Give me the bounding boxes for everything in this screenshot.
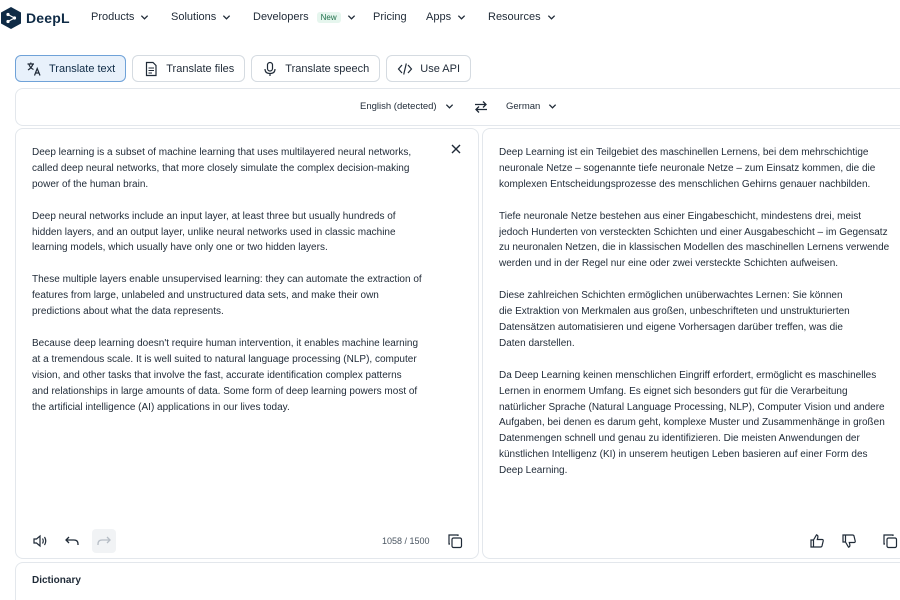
source-language-selector[interactable] [360, 101, 454, 112]
speaker-icon[interactable] [32, 533, 48, 549]
translate-speech-label: Translate speech [285, 62, 370, 75]
chevron-down-icon [548, 102, 557, 111]
translate-files-label: Translate files [166, 62, 235, 75]
target-language-selector[interactable] [506, 101, 557, 112]
nav-apps[interactable] [426, 11, 466, 23]
nav-pricing-label: Pricing [373, 11, 407, 23]
close-icon[interactable] [450, 143, 462, 155]
translation-mode-tabs [15, 55, 471, 82]
translate-text-button[interactable] [15, 55, 126, 82]
translate-files-button[interactable] [132, 55, 245, 82]
nav-solutions[interactable] [171, 11, 231, 23]
code-icon [397, 61, 413, 77]
nav-resources-label: Resources [488, 11, 541, 23]
redo-button[interactable] [92, 529, 116, 553]
dictionary-title: Dictionary [32, 575, 81, 586]
source-textarea[interactable]: Deep learning is a subset of machine learning that uses multilayered neural networks, called deep neural networks, that more closely simulate the complex decision-making power of the human brain. Deep neural networks include an input layer, at least three but usually hundreds of hidden layers, and an output layer, unlike neural networks used in classic machine learning models, which usually have only one or two hidden layers. These multiple layers enable unsupervised learning: they can automate the extraction of features from large, unlabeled and unstructured data sets, and make their own predictions about what the data represents. Because deep learning doesn't require human intervention, it enables machine learning at a tremendous scale. It is well suited to natural language processing (NLP), computer vision, and other tasks that involve the fast, accurate identification complex patterns and relationships in large amounts of data. Some form of deep learning powers most of the artificial intelligence (AI) applications in our lives today. [32, 147, 422, 413]
nav-solutions-label: Solutions [171, 11, 217, 23]
use-api-button[interactable] [386, 55, 471, 82]
target-language-label: German [506, 101, 541, 112]
redo-icon [96, 533, 112, 549]
chevron-down-icon [347, 13, 356, 22]
dictionary-panel[interactable] [15, 562, 900, 600]
nav-products[interactable] [91, 11, 149, 23]
translate-text-label: Translate text [49, 62, 116, 75]
file-icon [143, 61, 159, 77]
chevron-down-icon [457, 13, 466, 22]
undo-icon[interactable] [64, 533, 80, 549]
character-counter: 1058 / 1500 [382, 536, 430, 546]
swap-icon[interactable] [473, 99, 489, 115]
nav-apps-label: Apps [426, 11, 452, 23]
new-badge: New [317, 12, 341, 23]
chevron-down-icon [222, 13, 231, 22]
source-text-panel [15, 128, 479, 559]
translate-speech-button[interactable] [251, 55, 380, 82]
language-bar [15, 88, 900, 126]
nav-products-label: Products [91, 11, 135, 23]
nav-pricing[interactable] [373, 11, 407, 23]
deepl-logo-icon [0, 6, 22, 30]
brand-name: DeepL [26, 10, 70, 26]
use-api-label: Use API [420, 62, 461, 75]
top-navigation [0, 0, 900, 38]
nav-developers[interactable] [253, 11, 356, 23]
nav-resources[interactable] [488, 11, 556, 23]
nav-developers-label: Developers [253, 11, 309, 23]
source-language-label: English (detected) [360, 101, 437, 112]
deepl-logo[interactable] [0, 6, 70, 30]
copy-icon[interactable] [447, 533, 463, 549]
translated-text: Deep Learning ist ein Teilgebiet des maschinellen Lernens, bei dem mehrschichtige neuronale Netze – sogenannte tiefe neuronale Netze – zum Einsatz kommen, die die komplexen Entscheidungsprozesse des menschlichen Gehirns genauer nachbilden. Tiefe neuronale Netze bestehen aus einer Eingabeschicht, mindestens drei, meist jedoch Hunderten von versteckten Schichten und einer Ausgabeschicht – im Gegensatz zu neuronalen Netzen, die in klassischen Modellen des maschinellen Lernens verwende werden und in der Regel nur eine oder zwei versteckte Schichten aufweisen. Diese zahlreichen Schichten ermöglichen unüberwachtes Lernen: Sie können die Extraktion von Merkmalen aus großen, unbeschrifteten und unstrukturierten Datensätzen automatisieren und eigene Vorhersagen darüber treffen, was die Daten darstellen. Da Deep Learning keinen menschlichen Eingriff erfordert, ermöglicht es maschinelles Lernen in enormem Umfang. Es eignet sich besonders gut für die Verarbeitung natürlicher Sprache (Natural Language Processing, NLP), Computer Vision und andere Aufgaben, bei denen es darum geht, komplexe Muster und Zusammenhänge in großen Datenmengen schnell und genau zu identifizieren. Die meisten Anwendungen der künstlichen Intelligenz (KI) in unserem heutigen Leben basieren auf einer Form des Deep Learning. [499, 147, 890, 477]
thumbs-down-icon[interactable] [841, 533, 857, 549]
microphone-icon [262, 61, 278, 77]
translate-text-icon [26, 61, 42, 77]
target-text-panel [482, 128, 900, 559]
thumbs-up-icon[interactable] [809, 533, 825, 549]
chevron-down-icon [140, 13, 149, 22]
chevron-down-icon [547, 13, 556, 22]
chevron-down-icon [445, 102, 454, 111]
copy-icon[interactable] [882, 533, 898, 549]
